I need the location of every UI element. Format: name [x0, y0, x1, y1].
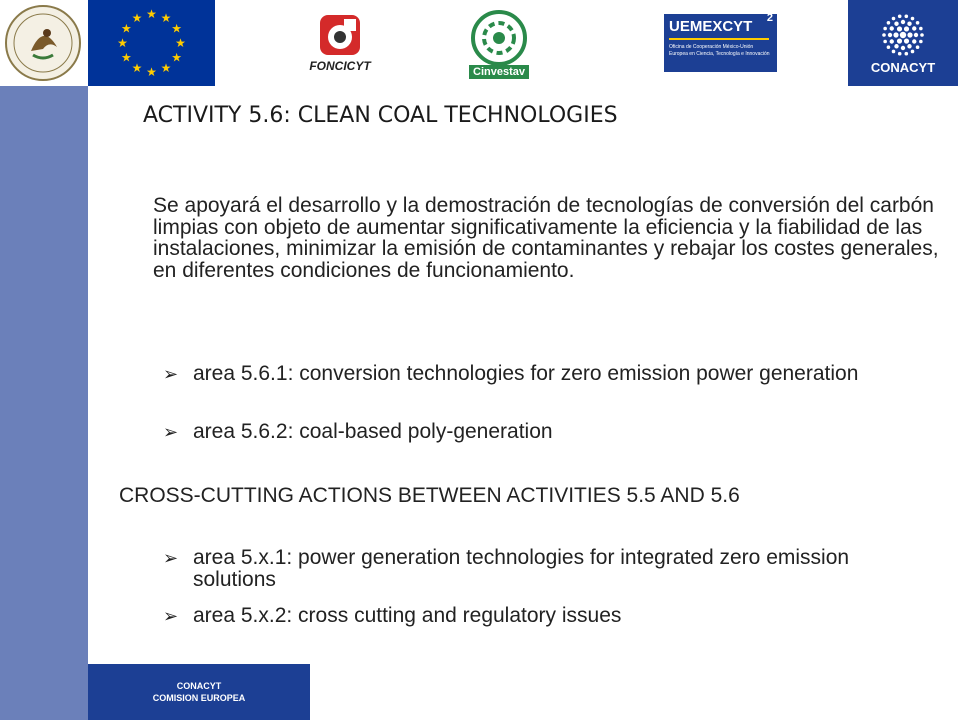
- eu-flag-logo: [88, 0, 215, 86]
- eu-star-icon: ★: [160, 61, 172, 76]
- footer-label-box: [88, 664, 310, 720]
- cinvestav-logo: [467, 0, 531, 86]
- eu-star-icon: ★: [171, 50, 182, 65]
- arrow-bullet-icon: ➢: [163, 606, 179, 626]
- conacyt-dot-icon: [887, 20, 891, 24]
- bullet-item: [163, 421, 923, 443]
- bullet-text: area 5.6.2: coal-based poly-generation: [193, 420, 553, 443]
- bullet-text: area 5.6.1: conversion technologies for zero emission power generation: [193, 362, 859, 385]
- conacyt-dot-icon: [890, 26, 894, 30]
- conacyt-dot-icon: [920, 33, 924, 37]
- conacyt-dot-icon: [912, 39, 916, 43]
- conacyt-dot-icon: [911, 16, 915, 20]
- conacyt-dot-icon: [883, 26, 887, 30]
- uemexcyt-superscript: 2: [766, 12, 773, 24]
- logo-bar: [0, 0, 960, 86]
- conacyt-dot-icon: [882, 33, 886, 37]
- eu-star-icon: ★: [160, 10, 172, 25]
- eu-star-icon: ★: [131, 61, 143, 76]
- intro-paragraph: Se apoyará el desarrollo y la demostración de tecnologías de conversión del carbón limpias con objeto de aumentar significativamente la eficiencia y la fiabilidad de las instalaciones, minimizar la emisión de contaminantes y rebajar los costes generales, en diferentes condiciones de funcionamiento.: [153, 194, 939, 282]
- eu-star-icon: ★: [121, 50, 132, 65]
- conacyt-dot-icon: [890, 39, 894, 43]
- conacyt-dot-icon: [898, 51, 902, 55]
- left-sidebar-band: [0, 86, 88, 720]
- conacyt-dot-icon: [894, 44, 898, 48]
- eu-star-icon: ★: [171, 21, 182, 36]
- conacyt-dot-icon: [914, 32, 918, 36]
- mexico-seal-logo: [0, 0, 86, 86]
- conacyt-dot-icon: [904, 38, 909, 43]
- conacyt-dot-icon: [916, 20, 920, 24]
- bullet-text: area 5.x.1: power generation technologies for integrated zero emission solutions: [193, 546, 850, 591]
- conacyt-dot-icon: [901, 45, 905, 49]
- conacyt-dot-icon: [883, 39, 887, 43]
- conacyt-logo: [848, 0, 958, 86]
- slide-title: ACTIVITY 5.6: CLEAN COAL TECHNOLOGIES: [143, 103, 618, 128]
- footer-line-conacyt: CONACYT: [176, 681, 222, 691]
- foncicyt-logo: [305, 0, 375, 86]
- conacyt-dot-icon: [897, 38, 902, 43]
- bullet-item: [163, 547, 923, 590]
- uemexcyt-subtitle: Oficina de Cooperación México-Unión Europea en Ciencia, Tecnología e Innovación: [669, 44, 770, 57]
- uemexcyt-logo-text: UEMEXCYT: [669, 18, 753, 35]
- arrow-bullet-icon: ➢: [163, 422, 179, 442]
- bullet-item: [163, 605, 923, 627]
- conacyt-dot-icon: [907, 44, 911, 48]
- conacyt-dot-icon: [904, 51, 908, 55]
- uemexcyt-logo: [663, 0, 778, 86]
- conacyt-dot-icon: [904, 14, 908, 18]
- conacyt-dot-icon: [900, 31, 906, 37]
- eu-star-icon: ★: [121, 21, 132, 36]
- cross-cutting-heading: CROSS-CUTTING ACTIONS BETWEEN ACTIVITIES 5.5 AND 5.6: [119, 484, 740, 507]
- conacyt-logo-text: CONACYT: [870, 59, 936, 75]
- eu-star-icon: ★: [146, 65, 157, 79]
- conacyt-dot-icon: [919, 39, 923, 43]
- conacyt-dot-icon: [919, 26, 923, 30]
- eu-star-icon: ★: [146, 7, 157, 21]
- conacyt-dot-icon: [907, 32, 912, 37]
- conacyt-dot-icon: [892, 49, 896, 53]
- conacyt-dot-icon: [912, 26, 916, 30]
- conacyt-dot-icon: [897, 26, 902, 31]
- conacyt-dot-icon: [907, 21, 911, 25]
- eu-star-icon: ★: [131, 10, 143, 25]
- cinvestav-logo-text: Cinvestav: [469, 65, 529, 79]
- footer-line-comision: COMISION EUROPEA: [152, 693, 246, 703]
- eu-star-icon: ★: [175, 36, 186, 50]
- conacyt-dot-icon: [893, 32, 898, 37]
- eu-star-icon: ★: [117, 36, 128, 50]
- conacyt-dot-icon: [888, 32, 892, 36]
- conacyt-dot-icon: [894, 21, 898, 25]
- foncicyt-logo-text: FONCICYT: [309, 59, 371, 73]
- conacyt-dot-icon: [901, 19, 905, 23]
- conacyt-dot-icon: [916, 45, 920, 49]
- arrow-bullet-icon: ➢: [163, 548, 179, 568]
- conacyt-dot-icon: [911, 49, 915, 53]
- arrow-bullet-icon: ➢: [163, 364, 179, 384]
- conacyt-dot-icon: [887, 45, 891, 49]
- bullet-text: area 5.x.2: cross cutting and regulatory issues: [193, 604, 622, 627]
- conacyt-dot-icon: [892, 16, 896, 20]
- conacyt-dot-icon: [898, 14, 902, 18]
- conacyt-dot-icon: [904, 26, 909, 31]
- bullet-item: [163, 363, 923, 385]
